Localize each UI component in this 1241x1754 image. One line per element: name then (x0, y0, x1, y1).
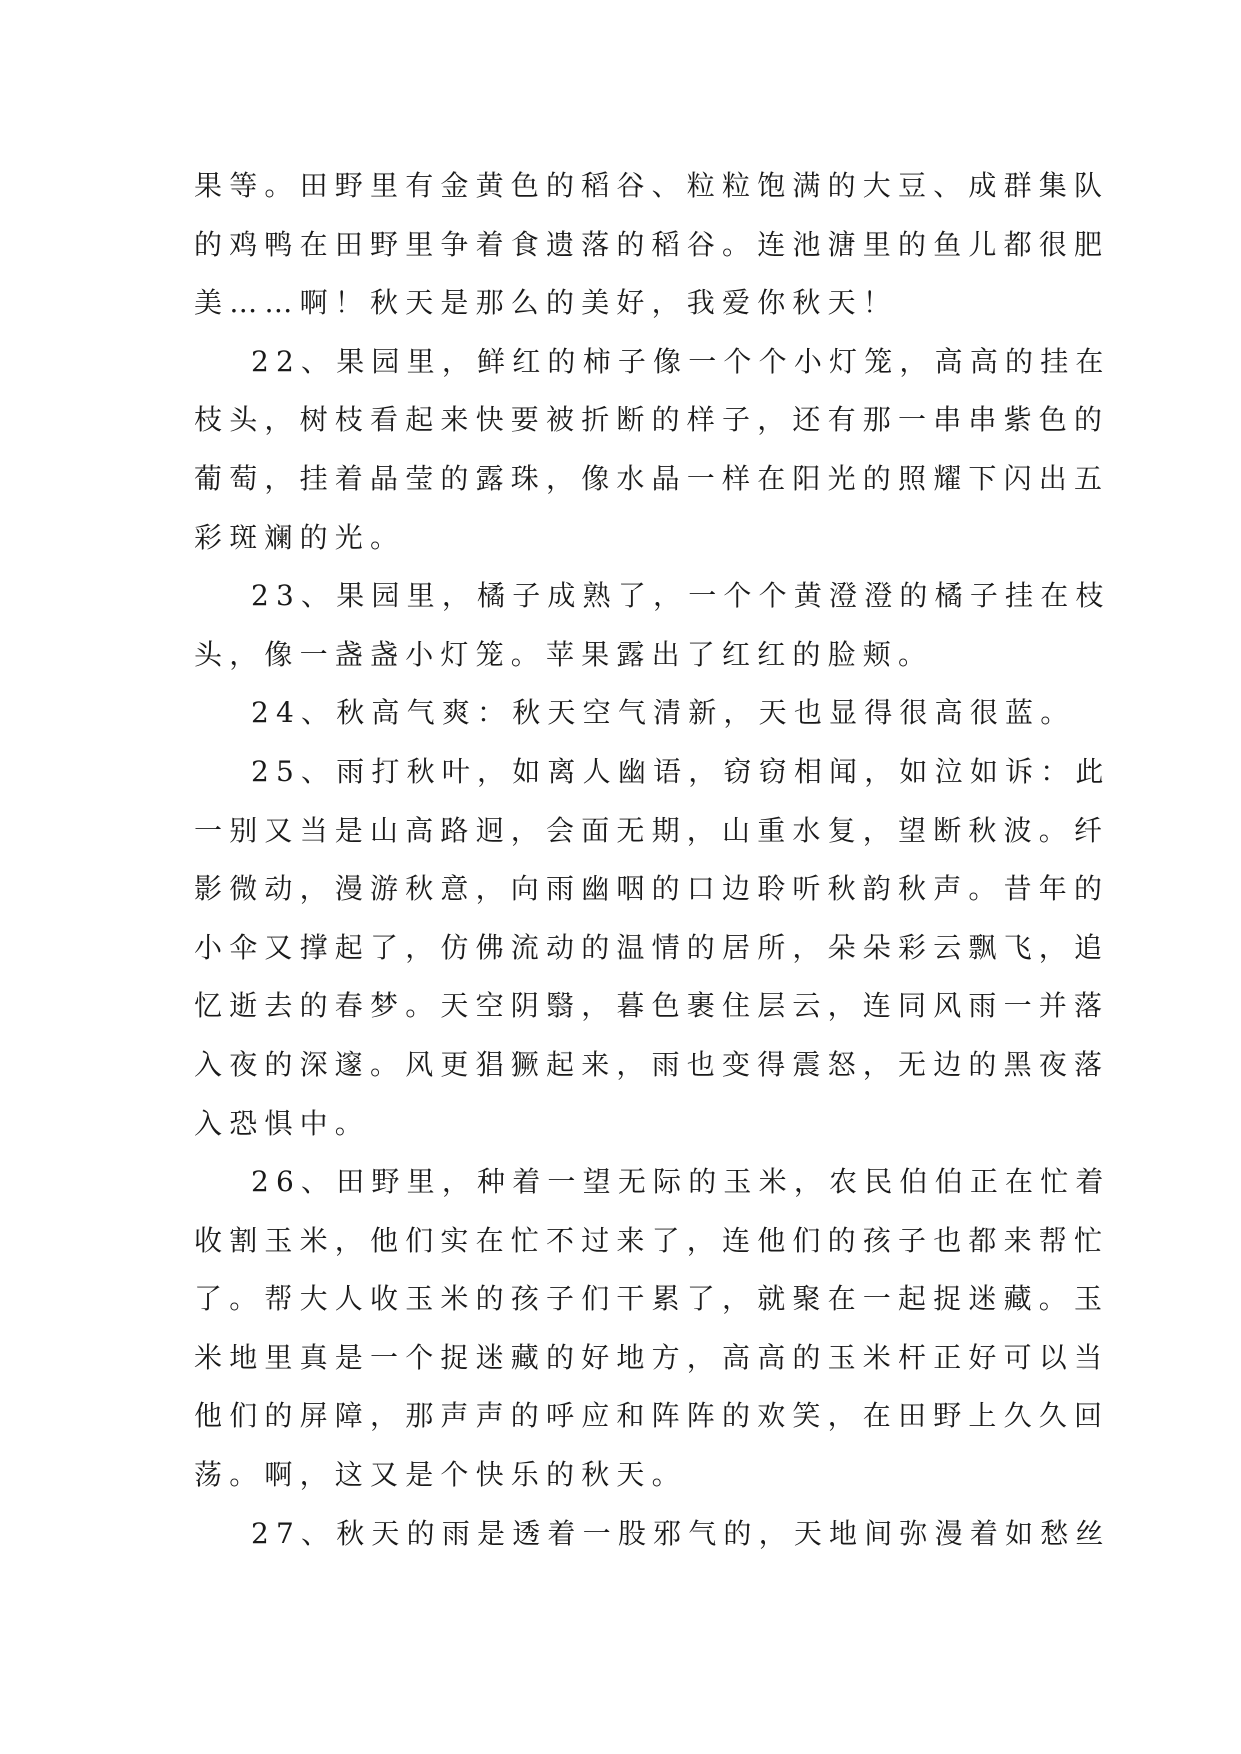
paragraph-22-start: 22、果园里，鲜红的柿子像一个个小灯笼，高高的挂在 (251, 344, 1111, 378)
text-line: 头，像一盏盏小灯笼。苹果露出了红红的脸颊。 (194, 637, 934, 671)
paragraph-27-start: 27、秋天的雨是透着一股邪气的，天地间弥漫着如愁丝 (251, 1516, 1111, 1550)
text-line: 入恐惧中。 (194, 1106, 371, 1140)
body-text (194, 157, 1111, 1563)
text-line: 影微动，漫游秋意，向雨幽咽的口边聆听秋韵秋声。昔年的 (194, 872, 1110, 906)
text-line: 小伞又撑起了，仿佛流动的温情的居所，朵朵彩云飘飞，追 (194, 930, 1110, 964)
text-line: 入夜的深邃。风更猖獗起来，雨也变得震怒，无边的黑夜落 (194, 1047, 1110, 1081)
text-line: 了。帮大人收玉米的孩子们干累了，就聚在一起捉迷藏。玉 (194, 1282, 1110, 1316)
text-line: 的鸡鸭在田野里争着食遗落的稻谷。连池溏里的鱼儿都很肥 (194, 227, 1110, 261)
text-line: 枝头，树枝看起来快要被折断的样子，还有那一串串紫色的 (194, 403, 1110, 437)
text-line: 收割玉米，他们实在忙不过来了，连他们的孩子也都来帮忙 (194, 1223, 1110, 1257)
text-line: 荡。啊，这又是个快乐的秋天。 (194, 1458, 687, 1492)
text-line: 米地里真是一个捉迷藏的好地方，高高的玉米杆正好可以当 (194, 1340, 1110, 1374)
text-line: 美……啊！秋天是那么的美好，我爱你秋天！ (194, 286, 899, 320)
paragraph-24: 24、秋高气爽：秋天空气清新，天也显得很高很蓝。 (251, 696, 1076, 730)
text-line: 他们的屏障，那声声的呼应和阵阵的欢笑，在田野上久久回 (194, 1399, 1110, 1433)
text-line: 果等。田野里有金黄色的稻谷、粒粒饱满的大豆、成群集队 (194, 169, 1110, 202)
paragraph-23-start: 23、果园里，橘子成熟了，一个个黄澄澄的橘子挂在枝 (251, 579, 1111, 613)
text-line: 葡萄，挂着晶莹的露珠，像水晶一样在阳光的照耀下闪出五 (194, 461, 1110, 495)
text-line: 一别又当是山高路迥，会面无期，山重水复，望断秋波。纤 (194, 813, 1110, 847)
text-line: 忆逝去的春梦。天空阴翳，暮色裹住层云，连同风雨一并落 (194, 989, 1110, 1023)
paragraph-26-start: 26、田野里，种着一望无际的玉米，农民伯伯正在忙着 (251, 1165, 1111, 1199)
text-line: 彩斑斓的光。 (194, 520, 406, 554)
paragraph-25-start: 25、雨打秋叶，如离人幽语，窃窃相闻，如泣如诉：此 (251, 754, 1111, 788)
